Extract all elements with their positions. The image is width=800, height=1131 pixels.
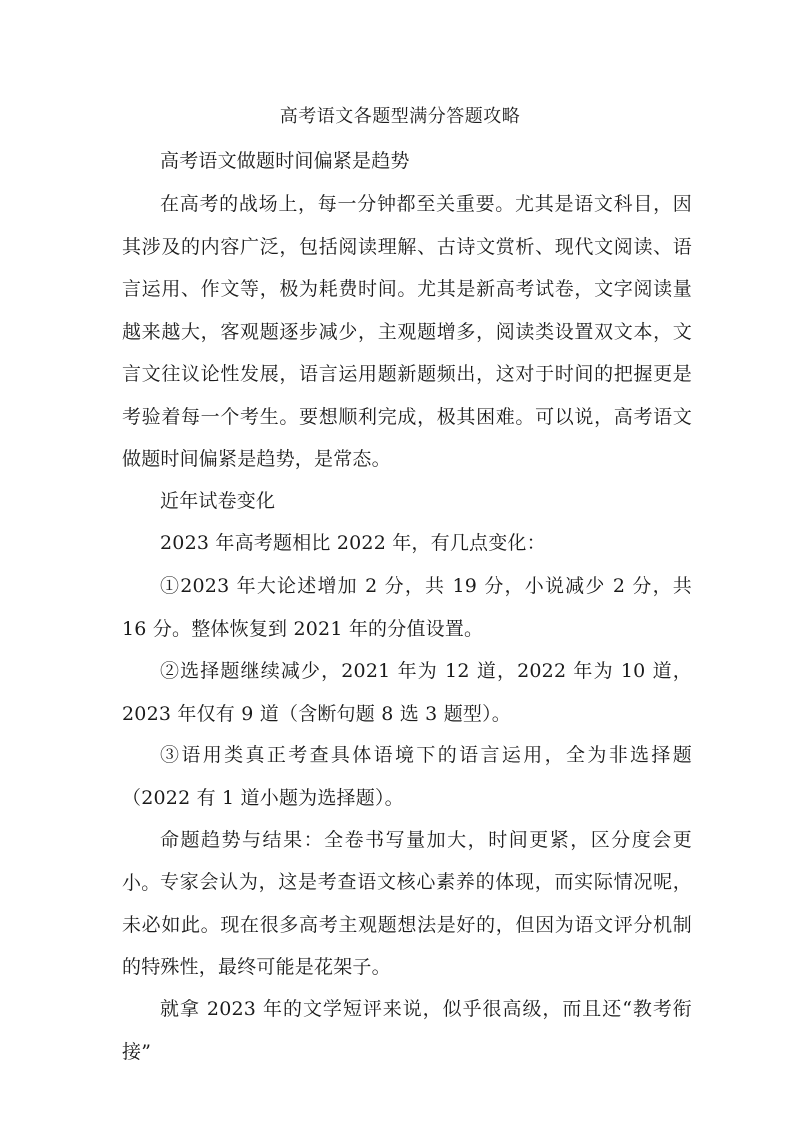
paragraph-changes-lead: 2023 年高考题相比 2022 年，有几点变化： bbox=[160, 532, 546, 554]
paragraph-expert: 专家会认为，这是考查语文核心素养的体现，而实际情况呢，未必如此。现在很多高考主观题想法是好的，但因为语文评分机制的特殊性，最终可能是花架子。 bbox=[122, 871, 692, 978]
paragraph-change-3: ③语用类真正考查具体语境下的语言运用，全为非选择题（2022 有 1 道小题为选择题）。 bbox=[122, 744, 692, 809]
document-title: 高考语文各题型满分答题攻略 bbox=[279, 106, 521, 127]
paragraph-intro: 在高考的战场上，每一分钟都至关重要。尤其是语文科目，因其涉及的内容广泛，包括阅读理解、古诗文赏析、现代文阅读、语言运用、作文等，极为耗费时间。尤其是新高考试卷，文字阅读量越来越大，客观题逐步减少，主观题增多，阅读类设置双文本，文言文往议论性发展，语言运用题新题频出，这对于时间的把握更是考验着每一个考生。要想顺利完成，极其困难。可以说，高考语文做题时间偏紧是趋势，是常态。 bbox=[122, 193, 692, 470]
section-heading-time: 高考语文做题时间偏紧是趋势 bbox=[160, 150, 410, 172]
paragraph-change-2: ②选择题继续减少，2021 年为 12 道，2022 年为 10 道，2023 年仅有 9 道（含断句题 8 选 3 题型）。 bbox=[122, 660, 692, 725]
paragraph-trend: 命题趋势与结果：全卷书写量加大，时间更紧，区分度会更小。 bbox=[122, 829, 692, 894]
paragraph-change-1: ①2023 年大论述增加 2 分，共 19 分，小说减少 2 分，共 16 分。整体恢复到 2021 年的分值设置。 bbox=[122, 575, 692, 640]
paragraph-example: 就拿 2023 年的文学短评来说，似乎很高级，而且还“教考衔接” bbox=[122, 998, 692, 1063]
section-heading-changes: 近年试卷变化 bbox=[160, 490, 276, 512]
